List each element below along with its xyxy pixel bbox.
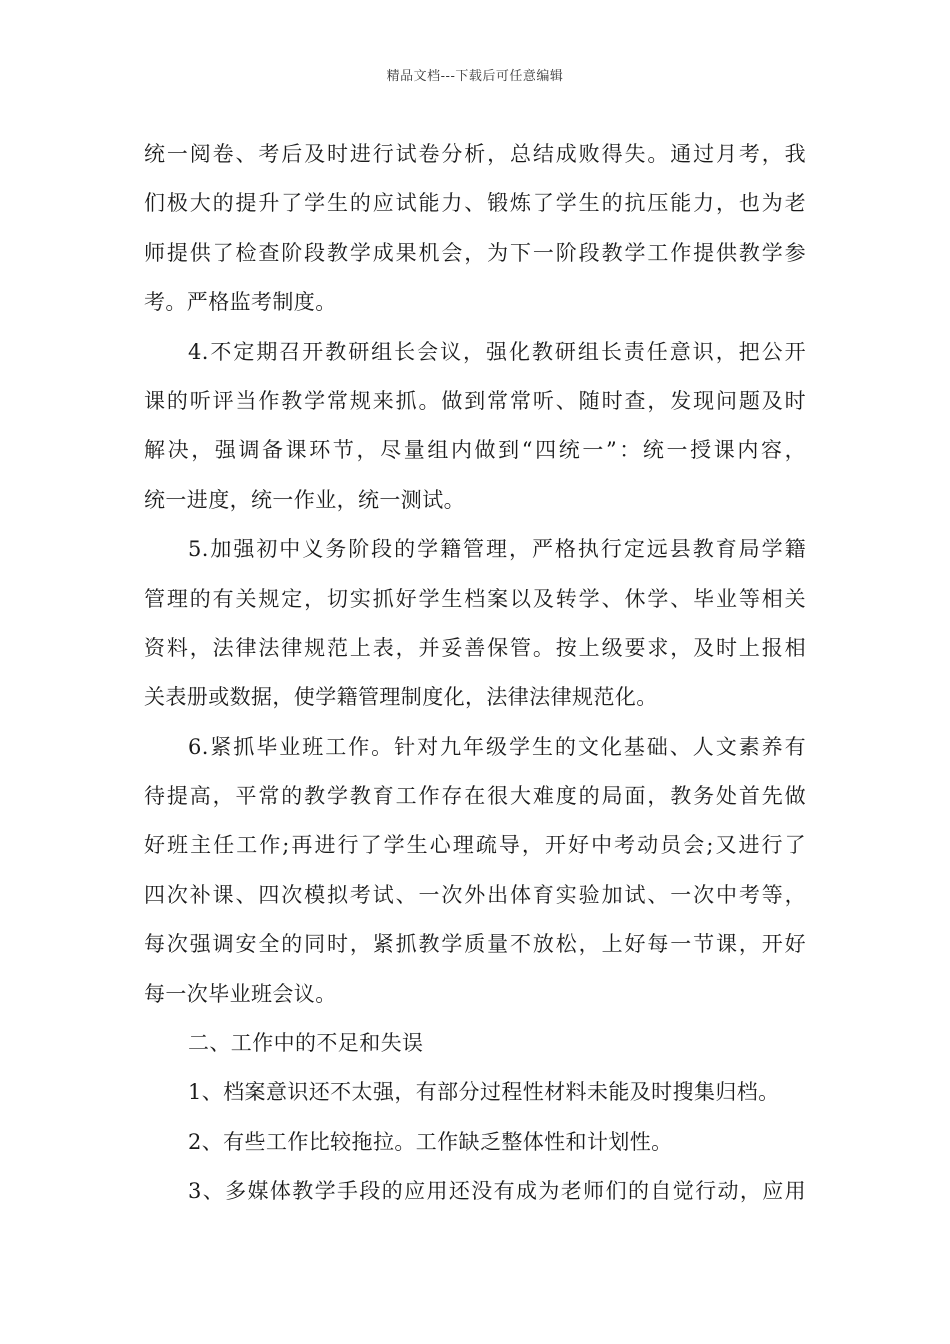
text-line: 课的听评当作教学常规来抓。做到常常听、随时查，发现问题及时 [144, 388, 806, 413]
text-line: 统一阅卷、考后及时进行试卷分析，总结成败得失。通过月考，我 [144, 142, 806, 166]
text-line: 6.紧抓毕业班工作。针对九年级学生的文化基础、人文素养有 [188, 734, 806, 759]
text-line: 师提供了检查阶段教学成果机会，为下一阶段教学工作提供教学参 [144, 240, 806, 265]
text-line: 好班主任工作;再进行了学生心理疏导，开好中考动员会;又进行了 [144, 833, 806, 858]
text-line: 资料，法律法律规范上表，并妥善保管。按上级要求，及时上报相 [144, 635, 806, 660]
text-line: 管理的有关规定，切实抓好学生档案以及转学、休学、毕业等相关 [144, 586, 806, 611]
text-line: 4.不定期召开教研组长会议，强化教研组长责任意识，把公开 [188, 339, 806, 364]
text-line: 2、有些工作比较拖拉。工作缺乏整体性和计划性。 [188, 1129, 673, 1154]
text-line: 待提高，平常的教学教育工作存在很大难度的局面，教务处首先做 [144, 784, 806, 809]
document-body [144, 130, 806, 1217]
text-line: 关表册或数据，使学籍管理制度化，法律法律规范化。 [144, 685, 658, 710]
text-line: 二、工作中的不足和失误 [188, 1031, 424, 1056]
text-line: 5.加强初中义务阶段的学籍管理，严格执行定远县教育局学籍 [188, 537, 806, 562]
text-line: 每一次毕业班会议。 [144, 981, 337, 1006]
text-line: 每次强调安全的同时，紧抓教学质量不放松，上好每一节课，开好 [144, 932, 806, 957]
text-line: 3、多媒体教学手段的应用还没有成为老师们的自觉行动，应用 [188, 1179, 806, 1204]
text-line: 们极大的提升了学生的应试能力、锻炼了学生的抗压能力，也为老 [144, 191, 806, 216]
page-header: 精品文档---下载后可任意编辑 [386, 69, 564, 84]
text-line: 考。严格监考制度。 [144, 290, 337, 315]
text-line: 四次补课、四次模拟考试、一次外出体育实验加试、一次中考等， [144, 882, 806, 907]
text-line: 统一进度，统一作业，统一测试。 [144, 487, 465, 512]
text-line: 解决，强调备课环节，尽量组内做到“四统一”：统一授课内容， [144, 438, 806, 463]
text-line: 1、档案意识还不太强，有部分过程性材料未能及时搜集归档。 [188, 1080, 780, 1105]
